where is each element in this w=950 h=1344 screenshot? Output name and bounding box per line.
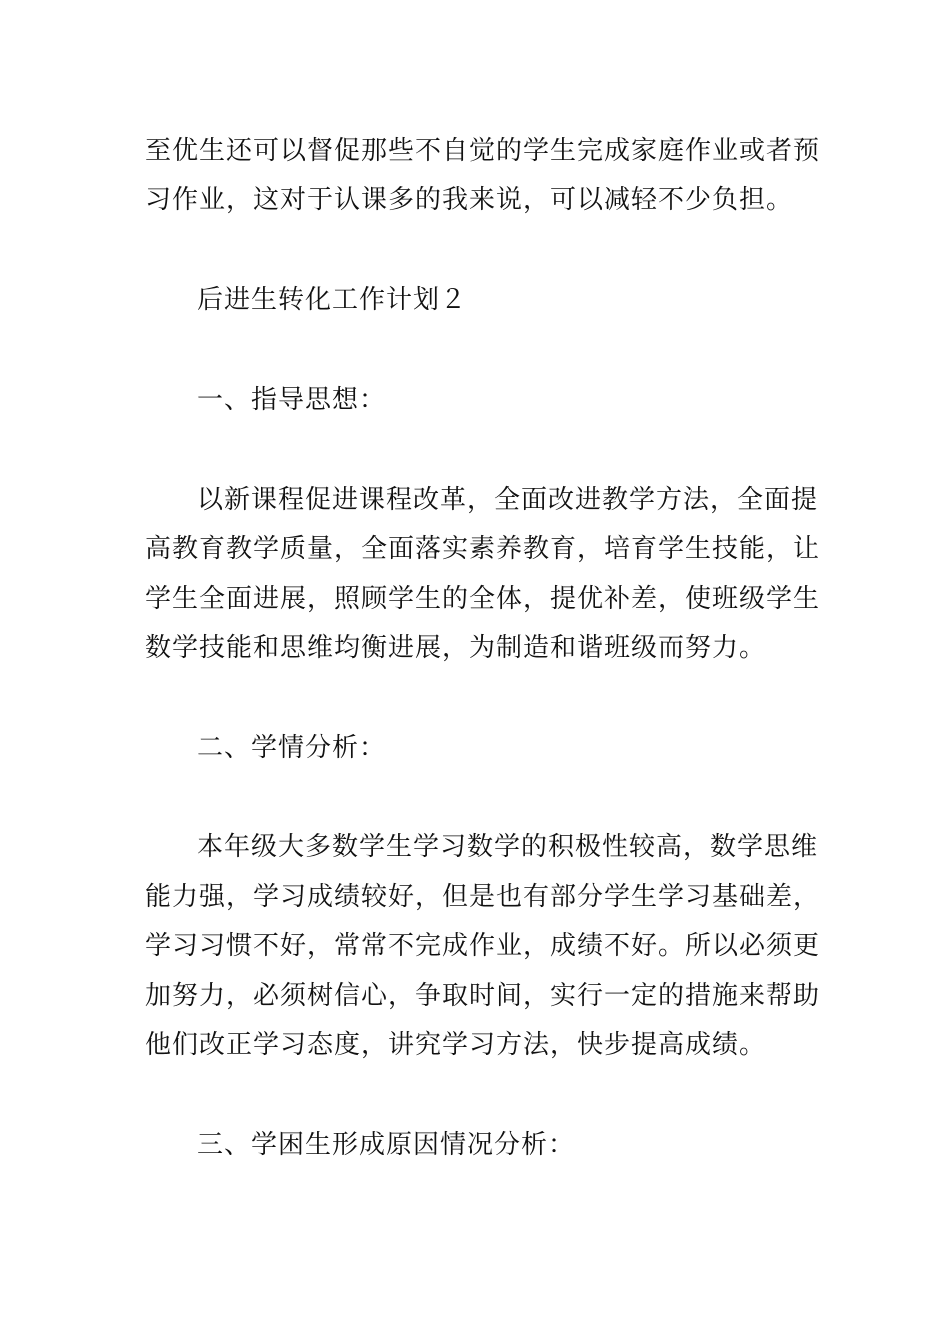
- paragraph-2-line-2: 高教育教学质量，全面落实素养教育，培育学生技能，让: [145, 534, 821, 564]
- paragraph-2-line-3: 学生全面进展，照顾学生的全体，提优补差，使班级学生: [145, 584, 821, 614]
- heading-learning-analysis: 二、学情分析：: [197, 733, 387, 763]
- heading-cause-analysis: 三、学困生形成原因情况分析：: [197, 1130, 576, 1160]
- heading-guiding-ideology: 一、指导思想：: [197, 385, 387, 415]
- paragraph-1-line-1: 至优生还可以督促那些不自觉的学生完成家庭作业或者预: [145, 136, 821, 166]
- paragraph-3-line-3: 学习习惯不好，常常不完成作业，成绩不好。所以必须更: [145, 931, 821, 961]
- paragraph-1-line-2: 习作业，这对于认课多的我来说，可以减轻不少负担。: [145, 185, 794, 215]
- section-title: 后进生转化工作计划２: [197, 285, 468, 315]
- paragraph-3-line-1: 本年级大多数学生学习数学的积极性较高，数学思维: [197, 832, 819, 862]
- paragraph-2-line-1: 以新课程促进课程改革，全面改进教学方法，全面提: [197, 485, 819, 515]
- paragraph-3-line-5: 他们改正学习态度，讲究学习方法，快步提高成绩。: [145, 1030, 767, 1060]
- paragraph-3-line-4: 加努力，必须树信心，争取时间，实行一定的措施来帮助: [145, 981, 821, 1011]
- paragraph-3-line-2: 能力强，学习成绩较好，但是也有部分学生学习基础差，: [145, 882, 821, 912]
- paragraph-2-line-4: 数学技能和思维均衡进展，为制造和谐班级而努力。: [145, 633, 767, 663]
